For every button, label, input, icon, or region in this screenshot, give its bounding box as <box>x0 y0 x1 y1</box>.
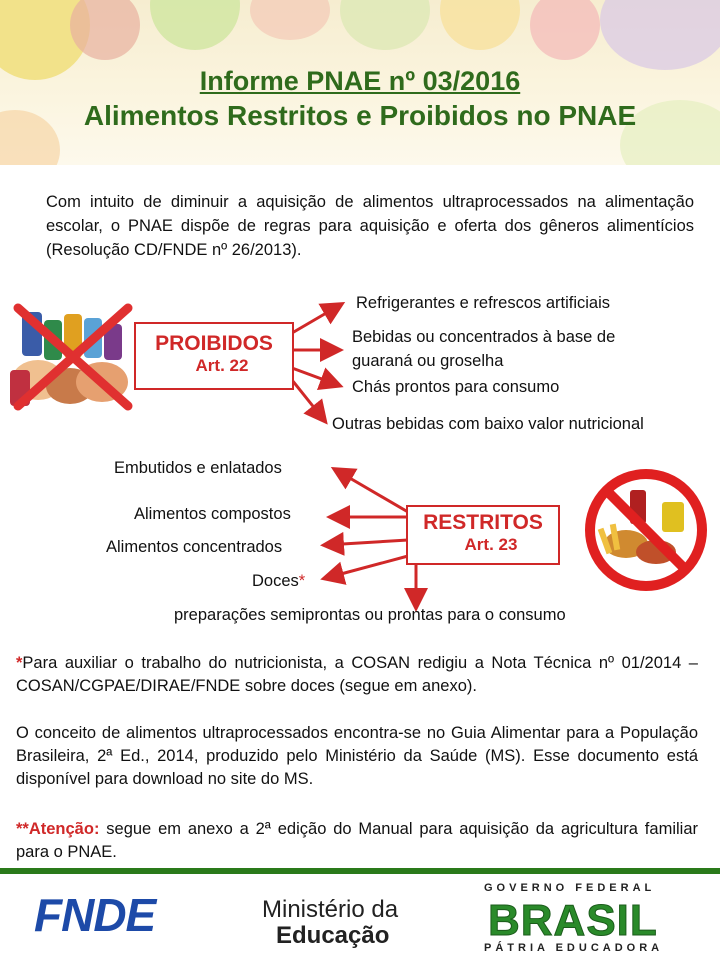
intro-text: Com intuito de diminuir a aquisição de alimentos ultraprocessados na alimentação escolar, o PNAE dispõe de regras para aquisição e oferta dos gêneros alimentícios (Resolução CD/FNDE nº 26/2013). <box>46 193 694 259</box>
proibidos-title: PROIBIDOS <box>155 332 273 355</box>
governo-federal-label: GOVERNO FEDERAL <box>484 882 656 894</box>
proibidos-item: Chás prontos para consumo <box>352 378 560 396</box>
note-atencao-mark: **Atenção: <box>16 820 100 838</box>
proibidos-item: Refrigerantes e refrescos artificiais <box>356 294 611 312</box>
ministerio-logo-line1: Ministério da <box>262 896 399 923</box>
patria-educadora-label: PÁTRIA EDUCADORA <box>484 942 664 954</box>
restritos-box <box>406 505 560 565</box>
proibidos-box <box>134 322 294 390</box>
page-subtitle: Alimentos Restritos e Proibidos no PNAE <box>83 100 637 131</box>
proibidos-item: guaraná ou groselha <box>352 352 504 370</box>
doces-label: Doces <box>252 572 299 590</box>
ministerio-logo-line2: Educação <box>276 922 390 949</box>
proibidos-item: Bebidas ou concentrados à base de <box>352 328 616 346</box>
restritos-item: Alimentos concentrados <box>106 538 283 556</box>
note-doces <box>16 652 698 698</box>
note-doces-text: Para auxiliar o trabalho do nutricionista, a COSAN redigiu a Nota Técnica nº 01/2014 – COSAN/CGPAE/DIRAE/FNDE sobre doces (segue em anexo). <box>16 654 698 695</box>
doces-mark: * <box>298 572 306 590</box>
banned-drinks-icon <box>8 300 136 412</box>
footer-logos <box>0 874 720 960</box>
restritos-item: Alimentos compostos <box>134 505 291 523</box>
restritos-title: RESTRITOS <box>423 511 543 534</box>
note-doces-mark: * <box>16 654 23 672</box>
page-title: Informe PNAE nº 03/2016 <box>199 66 521 96</box>
restritos-item: preparações semiprontas ou prontas para o consumo <box>174 606 566 624</box>
note-atencao <box>16 818 698 864</box>
restritos-item: Embutidos e enlatados <box>114 459 282 477</box>
note-atencao-text: segue em anexo a 2ª edição do Manual para aquisição da agricultura familiar para o PNAE. <box>16 820 698 861</box>
fnde-logo: FNDE <box>34 889 156 941</box>
restritos-article: Art. 23 <box>464 535 518 554</box>
restritos-item-doces <box>252 572 305 591</box>
banned-junk-food-icon <box>572 466 720 594</box>
brasil-logo: BRASIL <box>488 896 658 945</box>
proibidos-article: Art. 22 <box>195 356 249 375</box>
fruit-banner-image <box>0 0 720 165</box>
proibidos-item: Outras bebidas com baixo valor nutricional <box>332 415 644 433</box>
note-guia-alimentar: O conceito de alimentos ultraprocessados encontra-se no Guia Alimentar para a População Brasileira, 2ª Ed., 2014, produzido pelo Ministério da Saúde (MS). Esse documento está disponível para download no site do MS. <box>16 724 698 788</box>
